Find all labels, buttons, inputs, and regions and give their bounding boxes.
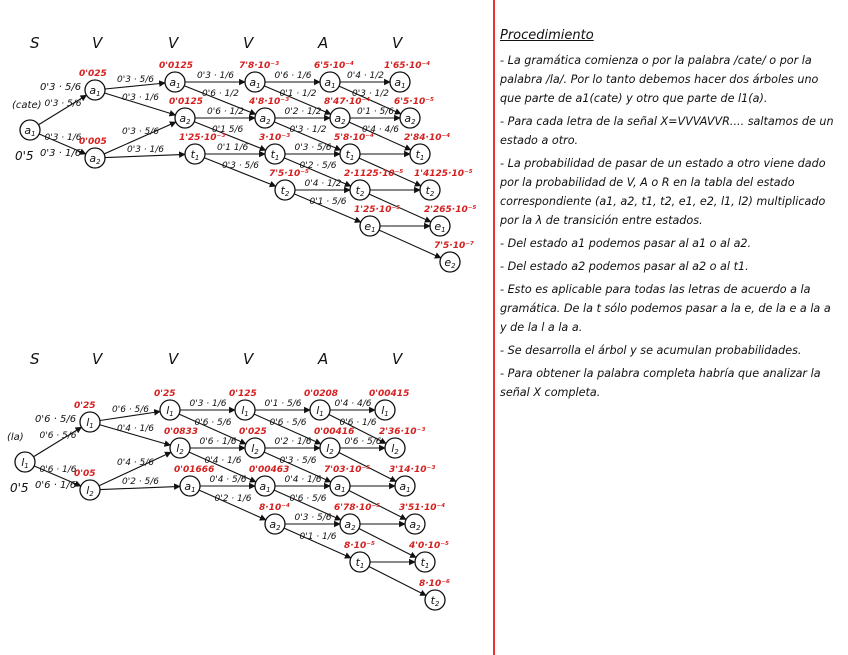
probability-value: 7'03·10⁻⁵ <box>324 465 371 475</box>
state-label: a1 <box>184 480 196 494</box>
state-label: l2 <box>86 484 94 498</box>
state-label: l1 <box>21 456 29 470</box>
transition-label: 0'1 5/6 <box>212 125 244 135</box>
transition-label: 0'3 · 5/6 <box>294 143 332 153</box>
transition-label: 0'1 · 1/6 <box>299 532 337 542</box>
transition-label: 0'6 · 5/6 <box>289 494 327 504</box>
transition-label: 0'3 · 5/6 <box>294 513 332 523</box>
probability-value: 7'5·10⁻⁷ <box>434 241 474 251</box>
procedure-paragraph: - Del estado a2 podemos pasar al a2 o al t1. <box>500 260 749 273</box>
transition-label: 0'4 · 4/6 <box>362 125 399 135</box>
probability-value: 6'78·10⁻⁵ <box>334 503 381 513</box>
transition-label: 0'2 · 5/6 <box>299 161 337 171</box>
transition-label: 0'6 · 1/6 <box>39 465 77 475</box>
top-trellis <box>12 34 476 272</box>
state-label: t2 <box>355 184 365 198</box>
procedure-paragraph: - Del estado a1 podemos pasar al a1 o al a2. <box>500 237 752 250</box>
state-label: a1 <box>324 76 336 90</box>
probability-value: 2'265·10⁻⁵ <box>424 205 477 215</box>
state-label: l1 <box>166 404 174 418</box>
state-label: a2 <box>404 112 416 126</box>
transition-label: 0'2 · 1/2 <box>284 107 322 117</box>
column-symbol: S <box>30 350 40 368</box>
probability-value: 0'00415 <box>369 389 410 399</box>
probability-value: 0'0125 <box>159 61 194 71</box>
state-label: t2 <box>280 184 290 198</box>
state-label: e2 <box>444 256 456 270</box>
probability-value: 1'4125·10⁻⁵ <box>414 169 473 179</box>
state-label: l2 <box>251 442 259 456</box>
transition-label: 0'1 · 5/6 <box>357 107 394 117</box>
transition-label: 0'3 · 5/6 <box>44 99 82 109</box>
probability-value: 3'14·10⁻³ <box>389 465 436 475</box>
state-label: a1 <box>169 76 181 90</box>
probability-value: 0'0125 <box>169 97 204 107</box>
probability-value: 8·10⁻⁵ <box>344 541 375 551</box>
transition-label: 0'3 · 5/6 <box>279 456 317 466</box>
probability-value: 0'00416 <box>314 427 355 437</box>
probability-value: 0'00463 <box>249 465 290 475</box>
probability-value: 1'25·10⁻³ <box>179 133 226 143</box>
transition-label: 0'4 · 1/6 <box>284 475 322 485</box>
transition-label: 0'3 · 5/6 <box>122 127 159 137</box>
branch-label: 0'3 · 5/6 <box>40 82 82 93</box>
transition-label: 0'3 · 1/6 <box>189 399 227 409</box>
transition-label: 0'4 · 5/6 <box>209 475 247 485</box>
state-label: l1 <box>316 404 324 418</box>
probability-value: 0'25 <box>154 389 176 399</box>
state-label: t1 <box>270 148 280 162</box>
state-label: t2 <box>430 594 440 608</box>
probability-value: 6'5·10⁻⁴ <box>314 61 354 71</box>
state-label: t1 <box>420 556 430 570</box>
margin-line <box>493 0 495 655</box>
transition-label: 0'1 1/6 <box>217 143 249 153</box>
state-label: t1 <box>190 148 200 162</box>
transition-label: 0'6 · 1/6 <box>339 418 377 428</box>
state-label: l2 <box>391 442 399 456</box>
state-label: a2 <box>344 518 356 532</box>
transition-label: 0'6 · 1/6 <box>199 437 237 447</box>
initial-probability: 0'5 <box>10 481 29 495</box>
probability-value: 1'65·10⁻⁴ <box>384 61 431 71</box>
probability-value: 0'25 <box>74 401 96 411</box>
probability-value: 2·1125·10⁻⁵ <box>344 169 404 179</box>
probability-value: 0'0208 <box>304 389 339 399</box>
state-label: e1 <box>364 220 376 234</box>
column-symbol: A <box>318 34 329 52</box>
transition-label: 0'4 · 1/2 <box>347 71 384 81</box>
branch-label: 0'6 · 5/6 <box>35 414 77 425</box>
state-label: l1 <box>381 404 389 418</box>
transition-label: 0'2 · 1/6 <box>274 437 312 447</box>
column-symbol: V <box>392 34 403 52</box>
probability-value: 7'8·10⁻³ <box>239 61 279 71</box>
procedure-notes <box>500 26 840 406</box>
transition-label: 0'4 · 1/2 <box>304 179 342 189</box>
transition-label: 0'6 · 1/6 <box>274 71 312 81</box>
probability-value: 0'125 <box>229 389 257 399</box>
probability-value: 4'0·10⁻⁵ <box>409 541 449 551</box>
state-label: e1 <box>434 220 446 234</box>
transition-label: 0'3 · 1/2 <box>352 89 389 99</box>
probability-value: 6'5·10⁻⁵ <box>394 97 434 107</box>
word-label: (cate) <box>12 100 42 111</box>
column-symbol: V <box>168 350 179 368</box>
transition-label: 0'4 · 1/6 <box>204 456 242 466</box>
probability-value: 7'5·10⁻⁵ <box>269 169 309 179</box>
probability-value: 3·10⁻³ <box>259 133 290 143</box>
transition-label: 0'3 · 1/6 <box>122 93 159 103</box>
probability-value: 0'025 <box>79 69 107 79</box>
initial-probability: 0'5 <box>15 149 34 163</box>
procedure-paragraph: - Para cada letra de la señal X=VVVAVVR.... saltamos de un estado a otro. <box>500 115 834 147</box>
state-label: t2 <box>425 184 435 198</box>
probability-value: 0'05 <box>74 469 96 479</box>
state-label: l2 <box>326 442 334 456</box>
procedure-paragraph: - Se desarrolla el árbol y se acumulan probabilidades. <box>500 344 802 357</box>
state-label: a2 <box>269 518 281 532</box>
column-symbol: S <box>30 34 40 52</box>
state-label: l2 <box>176 442 184 456</box>
column-symbol: V <box>243 34 254 52</box>
procedure-title: Procedimiento <box>500 28 594 43</box>
probability-value: 8·10⁻⁴ <box>259 503 290 513</box>
state-label: a2 <box>334 112 346 126</box>
state-label: t1 <box>345 148 355 162</box>
transition-label: 0'3 · 5/6 <box>222 161 259 171</box>
transition-label: 0'1 · 1/2 <box>279 89 317 99</box>
transition-label: 0'3 · 1/6 <box>197 71 234 81</box>
state-label: a2 <box>89 152 101 166</box>
probability-value: 5'8·10⁻⁴ <box>334 133 374 143</box>
probability-value: 2'36·10⁻³ <box>379 427 426 437</box>
transition-label: 0'6 · 5/6 <box>112 405 149 415</box>
branch-label: 0'3 · 1/6 <box>40 148 82 159</box>
probability-value: 3'51·10⁻⁴ <box>399 503 446 513</box>
procedure-paragraph: - Para obtener la palabra completa habría que analizar la señal X completa. <box>500 367 821 399</box>
probability-value: 0'005 <box>79 137 107 147</box>
column-symbol: V <box>168 34 179 52</box>
state-label: a1 <box>259 480 271 494</box>
transition-label: 0'1 · 5/6 <box>264 399 302 409</box>
state-label: a1 <box>399 480 411 494</box>
transition-label: 0'2 · 5/6 <box>122 477 159 487</box>
probability-value: 2'84·10⁻⁴ <box>404 133 451 143</box>
probability-value: 4'8·10⁻³ <box>249 97 289 107</box>
procedure-paragraph: - La gramática comienza o por la palabra /cate/ o por la palabra /la/. Por lo tanto debemos hacer dos árboles uno que parte de a1(cate) y otro que parte de l1(a). <box>500 54 819 105</box>
probability-value: 8'47·10⁻⁴ <box>324 97 371 107</box>
state-label: a2 <box>409 518 421 532</box>
state-label: a1 <box>249 76 261 90</box>
transition-label: 0'6 · 1/2 <box>202 89 239 99</box>
column-symbol: A <box>318 350 329 368</box>
transition-arrow <box>369 567 426 596</box>
bottom-trellis <box>7 350 450 610</box>
transition-label: 0'1 · 5/6 <box>309 197 347 207</box>
state-label: t1 <box>355 556 365 570</box>
transition-label: 0'3 · 1/2 <box>289 125 327 135</box>
branch-label: 0'6 · 1/6 <box>35 480 77 491</box>
transition-label: 0'6 · 5/6 <box>194 418 232 428</box>
probability-value: 1'25·10⁻⁵ <box>354 205 401 215</box>
procedure-paragraph: - Esto es aplicable para todas las letras de acuerdo a la gramática. De la t sólo podemos pasar a la e, de la e a la a y de la l a la a. <box>500 283 831 334</box>
probability-value: 0'0833 <box>164 427 199 437</box>
transition-label: 0'4 · 5/6 <box>117 458 154 468</box>
transition-label: 0'6 · 5/6 <box>344 437 382 447</box>
procedure-paragraph: - La probabilidad de pasar de un estado a otro viene dado por la probabilidad de V, A o R en la tabla del estado correspondiente (a1, a2, t1, t2, e1, e2, l1, l2) multiplicado por la λ de transición entre estados. <box>500 157 826 227</box>
state-label: a2 <box>259 112 271 126</box>
probability-value: 0'01666 <box>174 465 215 475</box>
transition-label: 0'2 · 1/6 <box>214 494 252 504</box>
column-symbol: V <box>392 350 403 368</box>
transition-arrow <box>379 230 441 258</box>
transition-label: 0'6 · 5/6 <box>269 418 307 428</box>
transition-label: 0'6 · 5/6 <box>39 431 77 441</box>
state-label: t1 <box>415 148 425 162</box>
state-label: a2 <box>179 112 191 126</box>
state-label: a1 <box>89 84 101 98</box>
column-symbol: V <box>243 350 254 368</box>
transition-label: 0'3 · 1/6 <box>44 133 82 143</box>
transition-label: 0'6 · 1/2 <box>207 107 244 117</box>
transition-label: 0'4 · 1/6 <box>117 424 154 434</box>
state-label: a1 <box>24 124 36 138</box>
word-label: (la) <box>7 432 24 443</box>
state-label: l1 <box>86 416 94 430</box>
state-label: a1 <box>394 76 406 90</box>
probability-value: 8·10⁻⁶ <box>419 579 450 589</box>
column-symbol: V <box>92 350 103 368</box>
transition-label: 0'4 · 4/6 <box>334 399 372 409</box>
transition-label: 0'3 · 5/6 <box>117 75 154 85</box>
probability-value: 0'025 <box>239 427 267 437</box>
state-label: l1 <box>241 404 249 418</box>
state-label: a1 <box>334 480 346 494</box>
column-symbol: V <box>92 34 103 52</box>
transition-label: 0'3 · 1/6 <box>127 145 164 155</box>
